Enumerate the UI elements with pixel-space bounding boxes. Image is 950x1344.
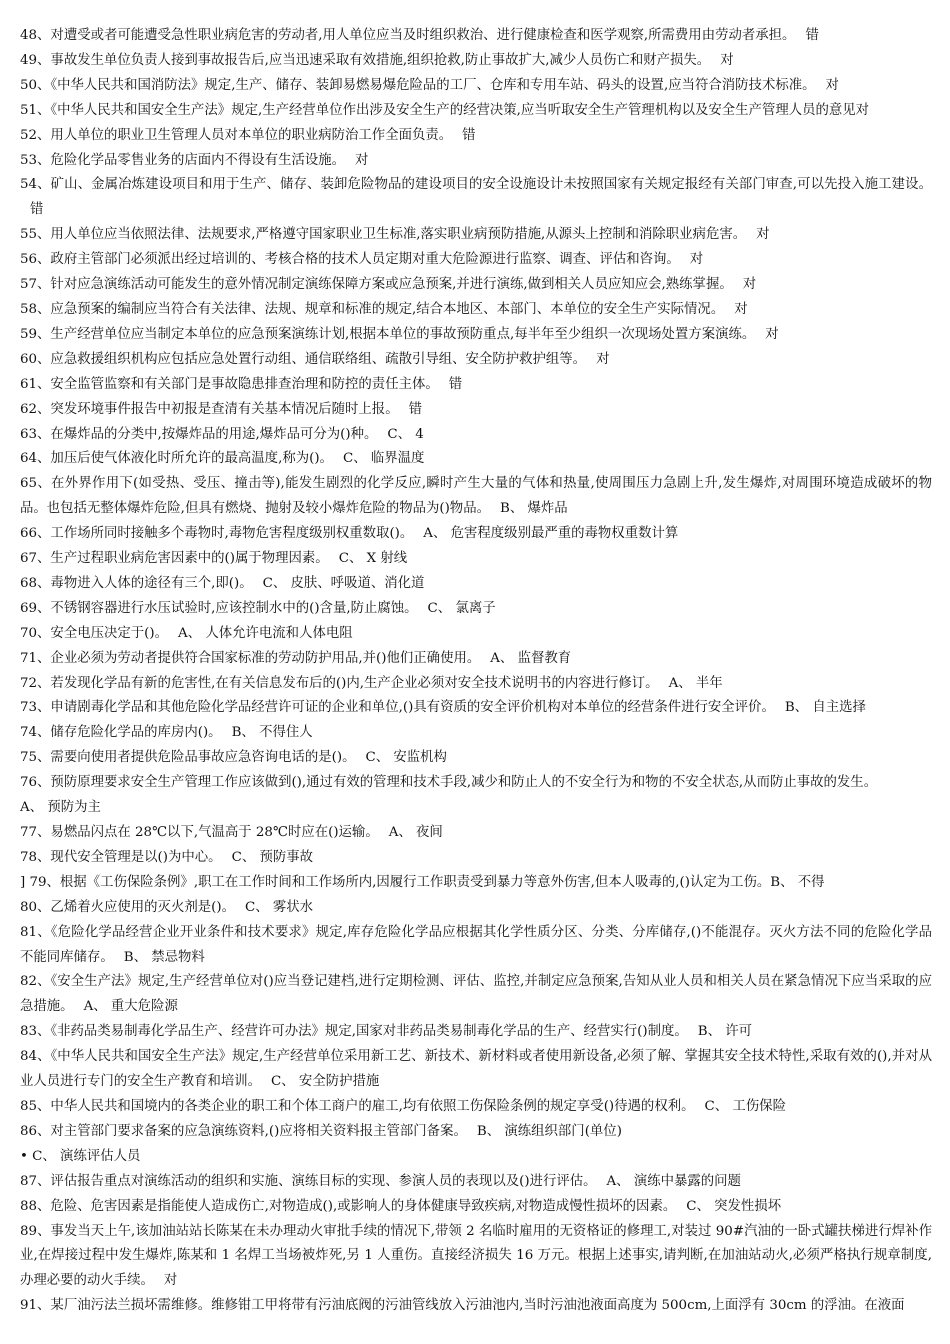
- question-text: 54、矿山、金属冶炼建设项目和用于生产、储存、装卸危险物品的建设项目的安全设施设计未按照国家有关规定报经有关部门审查,可以先投入施工建设。: [20, 177, 932, 193]
- answer-text: 对: [720, 52, 734, 68]
- question-line: [20, 1294, 932, 1319]
- question-line: [20, 373, 932, 398]
- answer-text: B、 不得住人: [231, 725, 313, 741]
- question-line: [20, 896, 932, 921]
- answer-text: 对: [596, 351, 610, 367]
- question-text: 50、《中华人民共和国消防法》规定,生产、储存、装卸易燃易爆危险品的工厂、仓库和专用车站、码头的设置,应当符合消防技术标准。: [20, 77, 816, 93]
- question-text: 88、危险、危害因素是指能使人造成伤亡,对物造成(),或影响人的身体健康导致疾病,对物造成慢性损坏的因素。: [20, 1198, 677, 1214]
- answer-text: C、 预防事故: [231, 849, 314, 865]
- question-line: [20, 248, 932, 273]
- question-text: 66、工作场所同时接触多个毒物时,毒物危害程度级别权重数取()。: [20, 526, 414, 542]
- question-text: A、 预防为主: [20, 800, 101, 816]
- question-text: 49、事故发生单位负责人接到事故报告后,应当迅速采取有效措施,组织抢救,防止事故扩大,减少人员伤亡和财产损失。: [20, 52, 711, 68]
- question-text: 71、企业必须为劳动者提供符合国家标准的劳动防护用品,并()他们正确使用。: [20, 650, 481, 666]
- question-line: [20, 921, 932, 971]
- answer-text: 错: [30, 202, 44, 218]
- question-text: 62、突发环境事件报告中初报是查清有关基本情况后随时上报。: [20, 401, 399, 417]
- answer-text: B、 禁忌物料: [123, 949, 205, 965]
- question-line: [20, 1120, 932, 1145]
- question-line: [20, 24, 932, 49]
- question-line: [20, 298, 932, 323]
- question-text: 58、应急预案的编制应当符合有关法律、法规、规章和标准的规定,结合本地区、本部门、本单位的安全生产实际情况。: [20, 301, 725, 317]
- question-line: [20, 622, 932, 647]
- question-text: 77、易燃品闪点在 28℃以下,气温高于 28℃时应在()运输。: [20, 825, 379, 840]
- answer-text: A、 监督教育: [490, 650, 572, 666]
- question-line: [20, 672, 932, 697]
- question-line: [20, 99, 932, 124]
- question-text: 89、事发当天上午,该加油站站长陈某在未办理动火审批手续的情况下,带领 2 名临时雇用的无资格证的修理工,对装过 90#汽油的一卧式罐扶梯进行焊补作业,在焊接过程中发生爆炸,陈某和 1 名焊工当场被炸死,另 1 人重伤。直接经济损失 16 万元。根据上述事实,请判断,在加油站动火,必须严格执行规章制度,办理必要的动火手续。: [20, 1223, 932, 1289]
- answer-text: 对: [355, 152, 369, 168]
- question-text: 91、某厂油污法兰损坏需维修。维修钳工甲将带有污油底阀的污油管线放入污油池内,当时污油池液面高度为 500cm,上面浮有 30cm 的浮油。在液面: [20, 1298, 905, 1314]
- answer-text: 对: [689, 252, 704, 268]
- question-line: [20, 1020, 932, 1045]
- question-text: 68、毒物进入人体的途径有三个,即()。: [20, 575, 253, 591]
- question-line: [20, 49, 932, 74]
- answer-text: C、 安全防护措施: [271, 1074, 380, 1090]
- question-text: 56、政府主管部门必须派出经过培训的、考核合格的技术人员定期对重大危险源进行监察、调查、评估和咨询。: [20, 252, 680, 268]
- question-line: [20, 149, 932, 174]
- answer-text: 错: [462, 127, 476, 143]
- question-line: [20, 846, 932, 871]
- question-line: [20, 547, 932, 572]
- question-line: [20, 522, 932, 547]
- question-line: [20, 721, 932, 746]
- answer-text: B、 爆炸品: [499, 501, 568, 517]
- answer-text: C、 雾状水: [244, 899, 314, 915]
- question-line: [20, 348, 932, 373]
- question-text: 53、危险化学品零售业务的店面内不得设有生活设施。: [20, 152, 346, 168]
- question-line: [20, 74, 932, 99]
- answer-text: C、 安监机构: [365, 750, 447, 766]
- question-line: [20, 970, 932, 1020]
- question-line: [20, 273, 932, 298]
- question-text: 61、安全监管监察和有关部门是事故隐患排查治理和防控的责任主体。: [20, 376, 439, 392]
- question-text: 51、《中华人民共和国安全生产法》规定,生产经营单位作出涉及安全生产的经营决策,应当听取安全生产管理机构以及安全生产管理人员的意见对: [20, 102, 870, 118]
- answer-text: A、 人体允许电流和人体电阻: [178, 625, 353, 641]
- question-line: [20, 746, 932, 771]
- question-text: 48、对遭受或者可能遭受急性职业病危害的劳动者,用人单位应当及时组织救治、进行健康检查和医学观察,所需费用由劳动者承担。: [20, 28, 796, 43]
- question-text: 75、需要向使用者提供危险品事故应急咨询电话的是()。: [20, 750, 356, 766]
- question-text: 82、《安全生产法》规定,生产经营单位对()应当登记建档,进行定期检测、评估、监控,并制定应急预案,告知从业人员和相关人员在紧急情况下应当采取的应急措施。: [20, 974, 932, 1015]
- question-text: 83、《非药品类易制毒化学品生产、经营许可办法》规定,国家对非药品类易制毒化学品的生产、经营实行()制度。: [20, 1024, 688, 1040]
- question-text: 55、用人单位应当依照法律、法规要求,严格遵守国家职业卫生标准,落实职业病预防措施,从源头上控制和消除职业病危害。: [20, 227, 747, 243]
- question-text: 80、乙烯着火应使用的灭火剂是()。: [20, 899, 235, 915]
- question-line: [20, 223, 932, 248]
- answer-text: C、 4: [387, 426, 424, 442]
- question-text: 59、生产经营单位应当制定本单位的应急预案演练计划,根据本单位的事故预防重点,每半年至少组织一次现场处置方案演练。: [20, 326, 756, 342]
- question-text: 69、不锈钢容器进行水压试验时,应该控制水中的()含量,防止腐蚀。: [20, 600, 418, 616]
- question-line: [20, 647, 932, 672]
- question-text: 67、生产过程职业病危害因素中的()属于物理因素。: [20, 551, 329, 567]
- question-line: [20, 1145, 932, 1170]
- question-line: [20, 821, 932, 846]
- question-text: 73、申请剧毒化学品和其他危险化学品经营许可证的企业和单位,()具有资质的安全评价机构对本单位的经营条件进行安全评价。: [20, 700, 775, 716]
- answer-text: A、 半年: [668, 675, 723, 691]
- question-line: [20, 1170, 932, 1195]
- answer-text: B、 演练组织部门(单位): [476, 1123, 622, 1139]
- question-text: 65、在外界作用下(如受热、受压、撞击等),能发生剧烈的化学反应,瞬时产生大量的气体和热量,使周围压力急剧上升,发生爆炸,对周围环境造成破坏的物品。也包括无整体爆炸危险,但具有燃烧、抛射及较小爆炸危险的物品为()物品。: [20, 476, 932, 517]
- question-text: • C、 演练评估人员: [20, 1148, 141, 1164]
- answer-text: A、 重大危险源: [83, 999, 178, 1015]
- question-text: 63、在爆炸品的分类中,按爆炸品的用途,爆炸品可分为()种。: [20, 426, 378, 442]
- question-text: 81、《危险化学品经营企业开业条件和技术要求》规定,库存危险化学品应根据其化学性质分区、分类、分库储存,()不能混存。灭火方法不同的危险化学品不能同库储存。: [20, 924, 932, 965]
- question-line: [20, 124, 932, 149]
- answer-text: C、 氯离子: [427, 600, 496, 616]
- question-text: ] 79、根据《工伤保险条例》,职工在工作时间和工作场所内,因履行工作职责受到暴力等意外伤害,但本人吸毒的,()认定为工伤。B、 不得: [20, 874, 825, 890]
- answer-text: A、 演练中暴露的问题: [606, 1173, 741, 1189]
- question-text: 57、针对应急演练活动可能发生的意外情况制定演练保障方案或应急预案,并进行演练,做到相关人员应知应会,熟练掌握。: [20, 277, 733, 293]
- answer-text: C、 突发性损坏: [686, 1198, 782, 1214]
- answer-text: B、 许可: [697, 1024, 753, 1040]
- question-line: [20, 1195, 932, 1220]
- question-line: [20, 398, 932, 423]
- answer-text: 错: [448, 376, 463, 392]
- question-line: [20, 1220, 932, 1295]
- question-line: [20, 597, 932, 622]
- question-line: [20, 423, 932, 448]
- answer-text: 对: [765, 326, 779, 342]
- answer-text: A、 危害程度级别最严重的毒物权重数计算: [423, 526, 679, 542]
- question-line: [20, 1095, 932, 1120]
- question-text: 70、安全电压决定于()。: [20, 625, 169, 641]
- question-line: [20, 796, 932, 821]
- document-body: [20, 24, 932, 1319]
- question-line: [20, 771, 932, 796]
- answer-text: 错: [805, 28, 819, 43]
- question-text: 72、若发现化学品有新的危害性,在有关信息发布后的()内,生产企业必须对安全技术说明书的内容进行修订。: [20, 675, 659, 691]
- answer-text: C、 X 射线: [338, 551, 408, 567]
- answer-text: C、 临界温度: [342, 451, 425, 467]
- question-line: [20, 572, 932, 597]
- question-text: 85、中华人民共和国境内的各类企业的职工和个体工商户的雇工,均有依照工伤保险条例的规定享受()待遇的权利。: [20, 1098, 695, 1114]
- answer-text: 对: [734, 301, 748, 317]
- question-text: 78、现代安全管理是以()为中心。: [20, 849, 222, 865]
- answer-text: C、 皮肤、呼吸道、消化道: [262, 575, 425, 591]
- answer-text: 对: [163, 1273, 178, 1289]
- question-text: 84、《中华人民共和国安全生产法》规定,生产经营单位采用新工艺、新技术、新材料或者使用新设备,必须了解、掌握其安全技术特性,采取有效的(),并对从业人员进行专门的安全生产教育和培训。: [20, 1049, 932, 1090]
- question-line: [20, 173, 932, 223]
- question-line: [20, 323, 932, 348]
- answer-text: A、 夜间: [388, 825, 443, 840]
- question-text: 52、用人单位的职业卫生管理人员对本单位的职业病防治工作全面负责。: [20, 127, 453, 143]
- question-line: [20, 871, 932, 896]
- question-text: 76、预防原理要求安全生产管理工作应该做到(),通过有效的管理和技术手段,减少和防止人的不安全行为和物的不安全状态,从而防止事故的发生。: [20, 775, 878, 791]
- answer-text: 对: [756, 227, 770, 243]
- question-line: [20, 1045, 932, 1095]
- question-text: 86、对主管部门要求备案的应急演练资料,()应将相关资料报主管部门备案。: [20, 1123, 467, 1139]
- question-text: 74、储存危险化学品的库房内()。: [20, 725, 222, 741]
- answer-text: 错: [408, 401, 422, 417]
- question-line: [20, 447, 932, 472]
- question-text: 87、评估报告重点对演练活动的组织和实施、演练目标的实现、参演人员的表现以及()进行评估。: [20, 1173, 597, 1189]
- answer-text: 对: [825, 77, 839, 93]
- question-line: [20, 696, 932, 721]
- question-text: 64、加压后使气体液化时所允许的最高温度,称为()。: [20, 451, 333, 467]
- answer-text: C、 工伤保险: [704, 1098, 786, 1114]
- answer-text: B、 自主选择: [784, 700, 866, 716]
- answer-text: 对: [742, 277, 757, 293]
- question-text: 60、应急救援组织机构应包括应急处置行动组、通信联络组、疏散引导组、安全防护救护组等。: [20, 351, 587, 367]
- question-line: [20, 472, 932, 522]
